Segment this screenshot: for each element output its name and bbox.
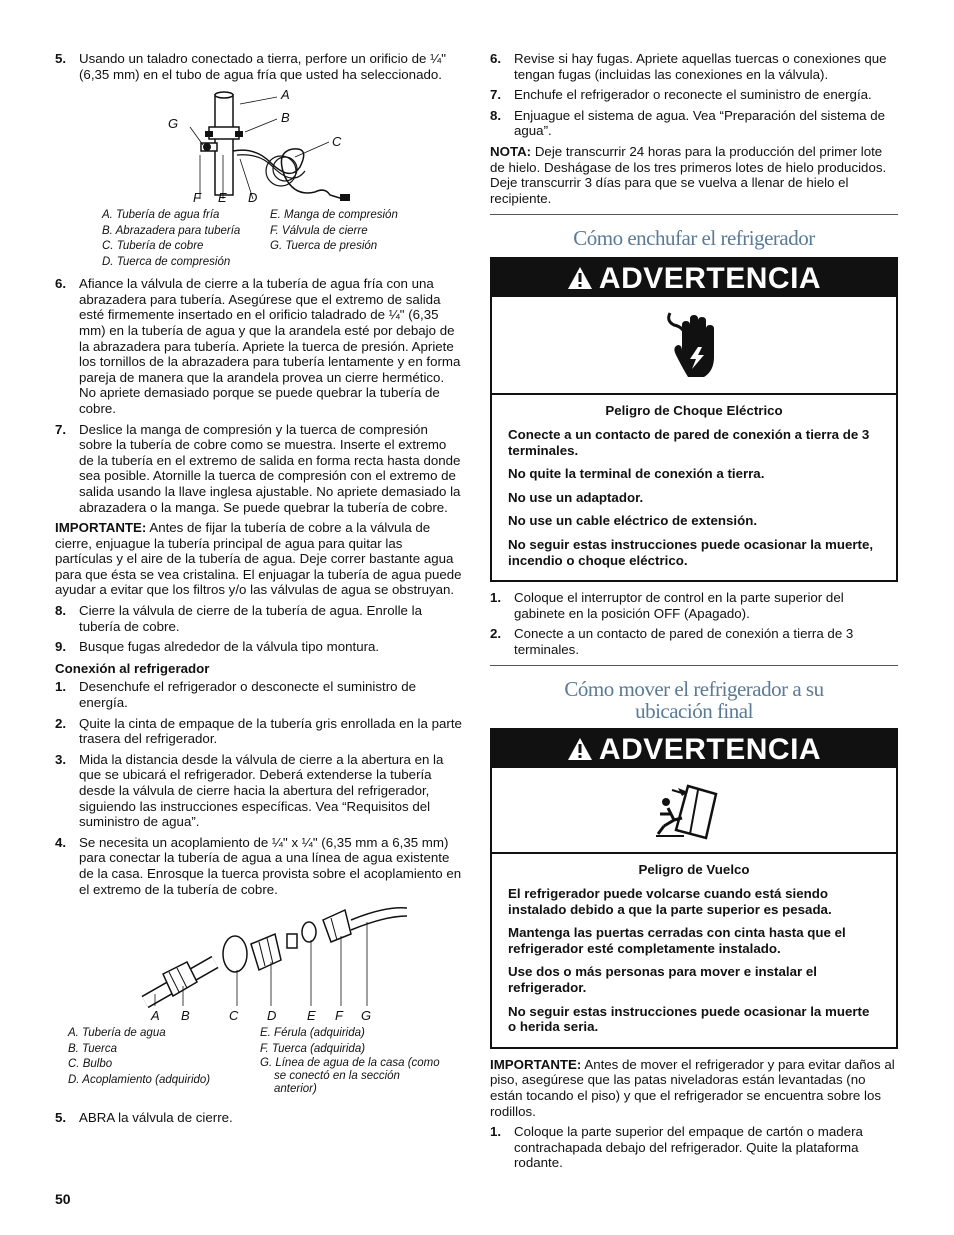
fig2-letter-d: D	[267, 1008, 277, 1024]
warning-header-tip: ADVERTENCIA	[492, 730, 896, 768]
warning-body-electric: Peligro de Choque Eléctrico Conecte a un contacto de pared de conexión a tierra de 3 terminales. No quite la terminal de conexión a tierra. No use un adaptador. No use un cable eléctrico de extensión. No seguir estas instrucciones puede ocasionar la muerte, incendio o choque eléctrico.	[508, 403, 874, 568]
fig2-letter-f: F	[335, 1008, 343, 1024]
conn-step-1: 1. Desenchufe el refrigerador o desconecte el suministro de energía.	[55, 679, 417, 711]
fig1-letter-a: A	[281, 87, 290, 103]
fig2-letter-b: B	[181, 1008, 190, 1024]
fig1-captions-left: A. Tubería de agua fría B. Abrazadera para tubería C. Tubería de cobre D. Tuerca de compresión	[102, 209, 241, 268]
step-7: 7. Deslice la manga de compresión y la tuerca de compresión sobre la tubería de cobre como se muestra. Inserte el extremo de la tubería en el extremo de salida en forma recta hasta donde sea posible. Atornille la tuerca de compresión con el extremo de salida usando la llave inglesa ajustable. No apriete demasiado la abrazadera o la manga. Se puede quebrar la tubería de cobre.	[55, 421, 461, 515]
step-5-open-valve: 5. ABRA la válvula de cierre.	[55, 1110, 233, 1126]
conn-step-3: 3. Mida la distancia desde la válvula de cierre a la abertura en la que se ubicará el refrigerador. Deberá extenderse la tubería desde la válvula de cierre hacia la abertura del refrigerador, siguiendo las instrucciones específicas. Vea “Requisitos del suministro de agua”.	[55, 751, 444, 830]
step-9: 9. Busque fugas alrededor de la válvula tipo montura.	[55, 639, 380, 655]
step-6: 6. Afiance la válvula de cierre a la tubería de agua fría con una abrazadera para tubería. Asegúrese que el extremo de salida esté firmemente insertado en el orificio taladrado de ¼" (6,35 mm) en la tubería de agua y que la arandela esté por debajo de la abrazadera para tubería. Apriete la tuerca de presión. Apriete los tornillos de la abrazadera para tubería lentamente y en forma pareja de manera que la arandela provea un cierre hermético. No apriete demasiado porque se puede quebrar la tubería de cobre.	[55, 276, 461, 416]
divider-2	[490, 665, 898, 666]
plug-step-1: 1. Coloque el interruptor de control en la parte superior del gabinete en la posición OFF (Apagado).	[490, 590, 844, 621]
divider-1	[490, 214, 898, 215]
fig1-letter-e: E	[218, 190, 227, 206]
plug-step-2: 2. Conecte a un contacto de pared de conexión a tierra de 3 terminales.	[490, 626, 854, 657]
warning-body-tip: Peligro de Vuelco El refrigerador puede volcarse cuando está siendo instalado debido a que la parte superior es pesada. Mantenga las puertas cerradas con cinta hasta que el refrigerador esté completamente instalado. Use dos o más personas para mover e instalar el refrigerador. No seguir estas instrucciones puede ocasionar la muerte o herida seria.	[508, 862, 870, 1035]
electric-shock-hand-icon	[492, 297, 896, 395]
warning-box-electric	[490, 257, 898, 582]
fig2-captions-right: E. Férula (adquirida) F. Tuerca (adquirida) G. Línea de agua de la casa (como se conectó en la sección anterior)	[260, 1027, 440, 1096]
right-step-7: 7. Enchufe el refrigerador o reconecte el suministro de energía.	[490, 87, 872, 103]
move-step-1: 1. Coloque la parte superior del empaque de cartón o madera contrachapada debajo del refrigerador. Quite la plataforma rodante.	[490, 1124, 863, 1171]
right-step-8: 8. Enjuague el sistema de agua. Vea “Preparación del sistema de agua”.	[490, 107, 886, 139]
figure-shutoff-valve	[55, 87, 463, 270]
coupling-illustration	[55, 902, 463, 1014]
fig1-letter-b: B	[281, 110, 290, 126]
step-5: 5. Usando un taladro conectado a tierra, perfore un orificio de ¼" (6,35 mm) en el tubo de agua fría que usted ha seleccionado.	[55, 51, 446, 82]
section-move-title: Cómo mover el refrigerador a su ubicación final	[564, 677, 824, 724]
page-number: 50	[55, 1191, 71, 1207]
warning-box-tip	[490, 728, 898, 1048]
step-8: 8. Cierre la válvula de cierre de la tubería de agua. Enrolle la tubería de cobre.	[55, 603, 422, 634]
warning-triangle-icon	[567, 266, 593, 290]
fig2-letter-a: A	[151, 1008, 160, 1024]
fig1-captions-right: E. Manga de compresión F. Válvula de cierre G. Tuerca de presión	[270, 209, 398, 253]
important-note-right: IMPORTANTE: Antes de mover el refrigerador y para evitar daños al piso, asegúrese que las patas niveladoras están levantadas (no están tocando el piso) y que el refrigerador se encuentra sobre los rodillos.	[490, 1056, 895, 1119]
fig1-letter-d: D	[248, 190, 258, 206]
conn-step-2: 2. Quite la cinta de empaque de la tubería gris enrollada en la parte trasera del refrigerador.	[55, 715, 462, 747]
right-column	[490, 51, 898, 1176]
left-column	[55, 51, 463, 1131]
warning-triangle-icon	[567, 737, 593, 761]
fig1-letter-f: F	[193, 190, 201, 206]
right-step-6: 6. Revise si hay fugas. Apriete aquellas tuercas o conexiones que tengan fugas (incluidas las conexiones en la válvula).	[490, 51, 887, 82]
tip-over-icon	[492, 768, 896, 854]
important-note-left: IMPORTANTE: Antes de fijar la tubería de cobre a la válvula de cierre, enjuague la tubería principal de agua para quitar las partículas y el aire de la tubería de agua. Deje correr bastante agua para que ésta se vea cristalina. El enjuagar la tubería de agua puede ayudar a evitar que los filtros y/o las válvulas de agua se obstruyan.	[55, 520, 462, 598]
fig2-letter-c: C	[229, 1008, 239, 1024]
conn-step-4: 4. Se necesita un acoplamiento de ¼" x ¼" (6,35 mm a 6,35 mm) para conectar la tubería de agua a una línea de agua existente de la casa. Enrosque la tuerca provista sobre el acoplamiento en el extremo de la tubería de cobre.	[55, 834, 462, 897]
connection-subheading: Conexión al refrigerador	[55, 660, 210, 676]
section-plug-title: Cómo enchufar el refrigerador	[573, 226, 815, 251]
fig2-letter-g: G	[361, 1008, 372, 1024]
fig1-letter-g: G	[168, 116, 179, 132]
fig1-letter-c: C	[332, 134, 342, 150]
shutoff-valve-illustration	[55, 87, 463, 207]
figure-coupling	[55, 902, 463, 1110]
warning-header-electric: ADVERTENCIA	[492, 259, 896, 297]
fig2-letter-e: E	[307, 1008, 316, 1024]
fig2-captions-left: A. Tubería de agua B. Tuerca C. Bulbo D. Acoplamiento (adquirido)	[68, 1027, 211, 1086]
nota: NOTA: Deje transcurrir 24 horas para la producción del primer lote de hielo. Deshágase de los tres primeros lotes de hielo producidos. Deje transcurrir 3 días para que se vuelva a llenar de hielo el recipiente.	[490, 143, 887, 206]
